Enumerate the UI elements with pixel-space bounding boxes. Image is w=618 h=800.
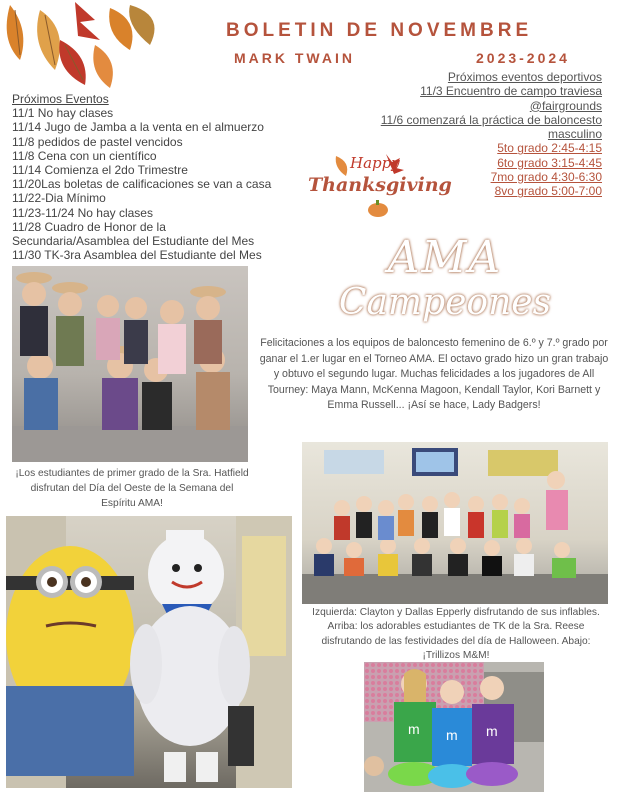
thanksgiving-text: Thanksgiving — [308, 174, 452, 196]
practice-time: 6to grado 3:15-4:45 — [497, 155, 602, 170]
event-item: 11/20Las boletas de calificaciones se van a casa — [12, 177, 272, 192]
happy-thanksgiving-graphic — [306, 150, 456, 220]
congratulations-text: Felicitaciones a los equipos de baloncesto femenino de 6.º y 7.º grado por ganar el 1.er lugar en el Torneo AMA. El octavo grado hizo un gran trabajo y obtuvo el segundo lugar. Muchas felicidades a los jugadores de All Tourney: Maya Mann, McKenna Magoon, Kendall Taylor, Kori Barnett y Emma Russell... ¡Así se hace, Lady Badgers! — [259, 337, 609, 412]
ama-title: AMA — [387, 232, 503, 283]
event-item: 11/14 Jugo de Jamba a la venta en el almuerzo — [12, 120, 264, 135]
western-day-photo — [12, 266, 248, 462]
practice-time: 5to grado 2:45-4:15 — [497, 141, 602, 156]
m-logo-icon: m — [486, 723, 498, 739]
event-item: 11/14 Comienza el 2do Trimestre — [12, 163, 188, 178]
event-item: 11/8 Cena con un científico — [12, 148, 157, 163]
event-item: 11/23-11/24 No hay clases — [12, 205, 153, 220]
practice-time: 8vo grado 5:00-7:00 — [494, 184, 602, 199]
school-name: MARK TWAIN — [234, 50, 355, 66]
sports-heading: Próximos eventos deportivos — [447, 70, 602, 84]
event-item: 11/30 TK-3ra Asamblea del Estudiante del Mes — [12, 248, 262, 263]
western-day-caption: ¡Los estudiantes de primer grado de la Sra. Hatfield disfrutan del Día del Oeste de la Semana del Espíritu AMA! — [15, 468, 249, 509]
inflatable-costumes-photo — [6, 516, 292, 788]
newsletter-title: BOLETIN DE NOVEMBRE — [226, 20, 533, 41]
school-year: 2023-2024 — [476, 50, 570, 66]
halloween-caption: Izquierda: Clayton y Dallas Epperly disfrutando de sus inflables. Arriba: los adorables estudiantes de TK de la Sra. Reese disfrutando de las festividades del día de Halloween. Abajo: ¡Trillizos M&M! — [312, 607, 600, 662]
sports-line: masculino — [547, 127, 602, 142]
practice-time: 7mo grado 4:30-6:30 — [490, 170, 602, 185]
sports-line: 11/3 Encuentro de campo traviesa — [420, 84, 602, 99]
m-logo-icon: m — [408, 721, 420, 737]
happy-text: Happy — [350, 154, 400, 172]
events-heading: Próximos Eventos — [12, 92, 109, 106]
sports-line[interactable]: @fairgrounds — [529, 98, 602, 113]
mm-triplets-photo — [364, 662, 544, 792]
event-item: Secundaria/Asamblea del Estudiante del Mes — [12, 234, 255, 249]
autumn-leaves-decoration — [0, 0, 170, 90]
champions-title: Campeones — [338, 282, 552, 323]
event-item: 11/28 Cuadro de Honor de la — [12, 219, 166, 234]
m-logo-icon: m — [446, 727, 458, 743]
event-item: 11/22-Dia Mínimo — [12, 191, 106, 206]
sports-line: 11/6 comenzará la práctica de baloncesto — [380, 112, 602, 127]
tk-halloween-photo — [302, 442, 608, 604]
event-item: 11/8 pedidos de pastel vencidos — [12, 134, 183, 149]
upcoming-events — [12, 92, 312, 262]
event-item: 11/1 No hay clases — [12, 106, 114, 121]
